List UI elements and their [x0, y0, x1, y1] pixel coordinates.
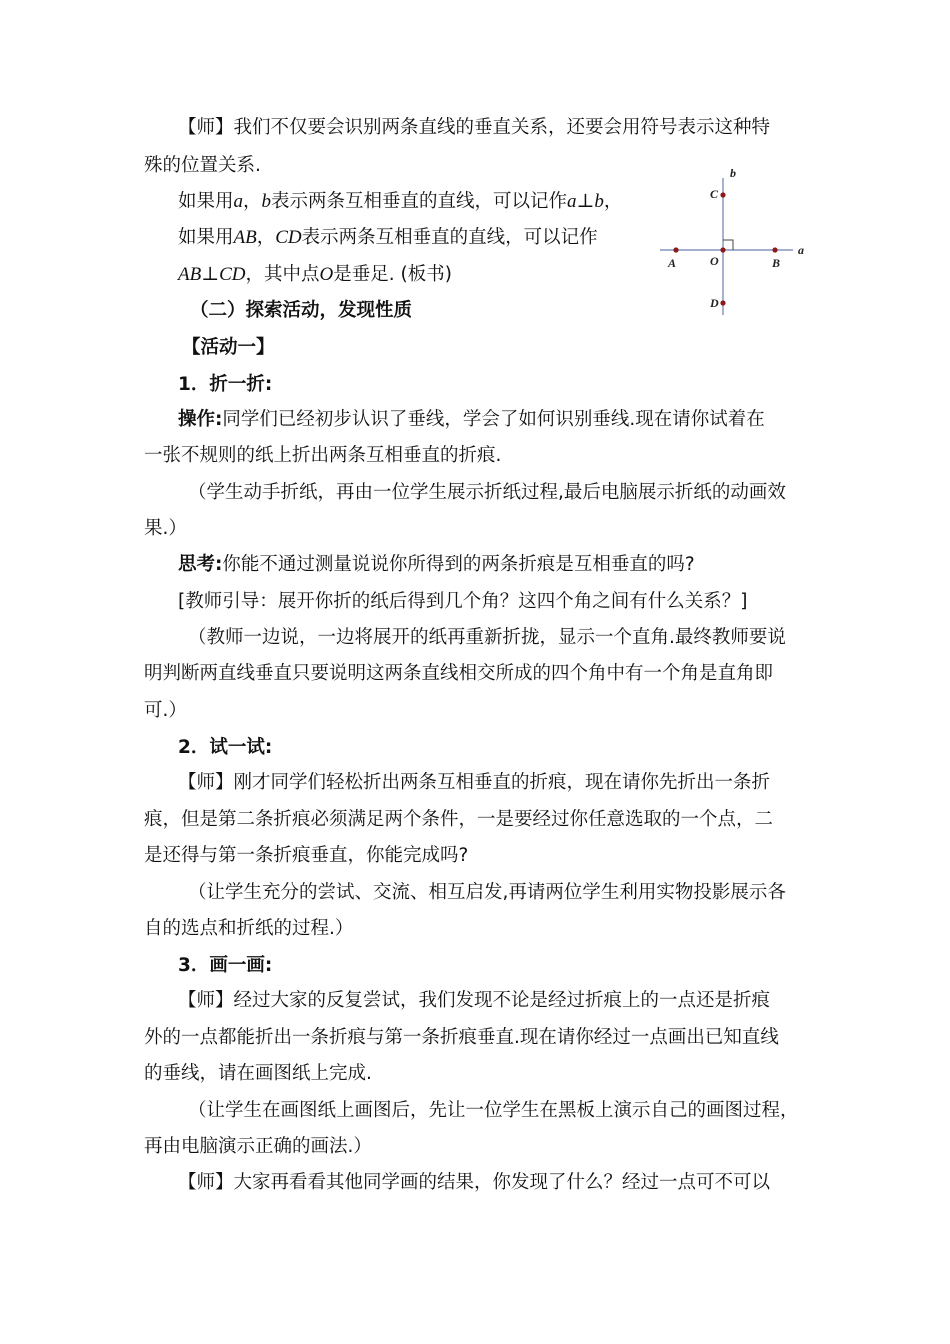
paragraph-line: 明判断两直线垂直只要说明这两条直线相交所成的四个角中有一个角是直角即 — [144, 663, 774, 684]
think-paragraph: 思考:你能不通过测量说说你所得到的两条折痕是互相垂直的吗? — [178, 554, 695, 575]
point-B — [772, 247, 777, 252]
paragraph-ab-notation: 如果用a，b表示两条互相垂直的直线，可以记作a⊥b， — [178, 191, 623, 212]
note-paragraph: （让学生充分的尝试、交流、相互启发,再请两位学生利用实物投影展示各 — [188, 882, 786, 903]
label-A: A — [668, 256, 677, 270]
section-heading: （二）探索活动，发现性质 — [190, 300, 413, 321]
note-paragraph: （学生动手折纸，再由一位学生展示折纸过程,最后电脑展示折纸的动画效 — [188, 482, 786, 503]
label-a: a — [798, 243, 804, 257]
point-O — [720, 247, 725, 252]
draw-paragraph: 【师】经过大家的反复尝试，我们发现不论是经过折痕上的一点还是折痕 — [178, 990, 771, 1011]
paragraph-line: 一张不规则的纸上折出两条互相垂直的折痕. — [144, 445, 502, 466]
perpendicular-lines-figure — [655, 160, 815, 320]
paragraph-line: 可.） — [144, 700, 187, 721]
try-paragraph: 【师】刚才同学们轻松折出两条互相垂直的折痕，现在请你先折出一条折 — [178, 772, 771, 793]
paragraph-line: 再由电脑演示正确的画法.） — [144, 1136, 372, 1157]
paragraph-foot-point: AB⊥CD，其中点O是垂足. (板书) — [178, 264, 452, 285]
paragraph-line: 的垂线，请在画图纸上完成. — [144, 1063, 372, 1084]
label-C: C — [710, 187, 719, 201]
paragraph-line: 外的一点都能折出一条折痕与第一条折痕垂直.现在请你经过一点画出已知直线 — [144, 1027, 779, 1048]
paragraph-line: 果.） — [144, 518, 187, 539]
guide-paragraph: [教师引导：展开你折的纸后得到几个角？这四个角之间有什么关系？] — [178, 591, 748, 612]
paragraph-line: 痕，但是第二条折痕必须满足两个条件，一是要经过你任意选取的一个点，二 — [144, 809, 774, 830]
operation-paragraph: 操作:同学们已经初步认识了垂线，学会了如何识别垂线.现在请你试着在 — [178, 409, 765, 430]
label-O: O — [710, 254, 719, 268]
note-paragraph: （教师一边说，一边将展开的纸再重新折拢，显示一个直角.最终教师要说 — [188, 627, 786, 648]
last-paragraph: 【师】大家再看看其他同学画的结果，你发现了什么？经过一点可不可以 — [178, 1172, 771, 1193]
label-b: b — [730, 166, 736, 180]
note-paragraph: （让学生在画图纸上画图后，先让一位学生在黑板上演示自己的画图过程， — [188, 1100, 799, 1121]
point-C — [720, 192, 725, 197]
label-D: D — [710, 296, 719, 310]
paragraph-abcd-notation: 如果用AB，CD表示两条互相垂直的直线，可以记作 — [178, 227, 598, 248]
paragraph-teacher-symbol: 【师】我们不仅要会识别两条直线的垂直关系，还要会用符号表示这种特 — [178, 117, 771, 138]
try-heading: 2．试一试: — [178, 737, 273, 758]
paragraph-line: 殊的位置关系. — [144, 155, 261, 176]
activity-heading: 【活动一】 — [182, 337, 275, 358]
label-B: B — [772, 256, 781, 270]
paragraph-line: 是还得与第一条折痕垂直，你能完成吗? — [144, 845, 469, 866]
draw-heading: 3．画一画: — [178, 955, 273, 976]
point-A — [673, 247, 678, 252]
fold-heading: 1．折一折: — [178, 374, 273, 395]
point-D — [720, 300, 725, 305]
paragraph-line: 自的选点和折纸的过程.） — [144, 918, 354, 939]
